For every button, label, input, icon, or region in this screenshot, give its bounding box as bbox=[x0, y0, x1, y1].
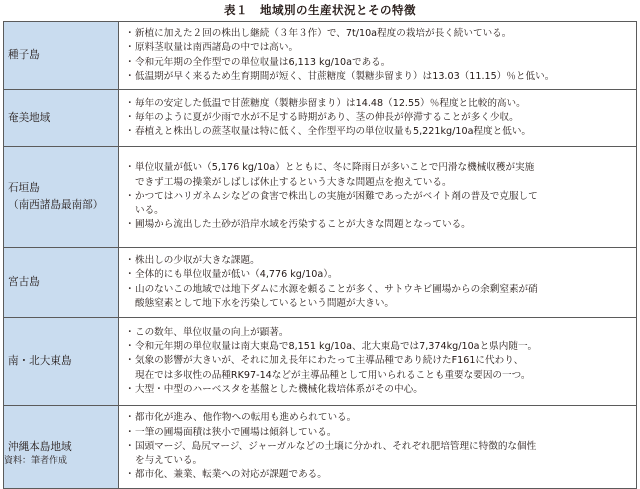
bullet-item bbox=[125, 41, 633, 55]
bullet-mark: ・ bbox=[125, 42, 135, 54]
region-name: 南・北大東島 bbox=[8, 355, 72, 367]
bullet-item bbox=[125, 125, 633, 139]
region-name: 奄美地域 bbox=[8, 111, 51, 124]
item-text: 株出しの少収が大きな課題。 bbox=[135, 254, 260, 266]
table-body bbox=[4, 22, 637, 489]
table-row bbox=[4, 318, 637, 406]
item-text: 現在では多収性の品種RK97-14などが主導品種として用いられることも重要な要因の一つ。 bbox=[135, 369, 531, 381]
region-name: （南西諸島最南部） bbox=[8, 199, 104, 211]
region-name: 宮古島 bbox=[8, 276, 40, 288]
bullet-mark: ・ bbox=[125, 190, 135, 202]
bullet-mark: ・ bbox=[125, 27, 135, 39]
bullet-mark: ・ bbox=[125, 412, 135, 424]
bullet-item bbox=[125, 27, 633, 41]
bullet-mark: ・ bbox=[125, 440, 135, 452]
bullet-item bbox=[125, 218, 633, 232]
bullet-mark: ・ bbox=[125, 126, 135, 138]
bullet-item bbox=[125, 426, 633, 440]
bullet-mark: ・ bbox=[125, 111, 135, 123]
bullet-item-continuation bbox=[125, 176, 633, 190]
description-cell bbox=[119, 318, 637, 406]
item-text: 低温期が早く来るため生育期間が短く、甘蔗糖度（製糖歩留まり）は13.03（11.15）％と低い。 bbox=[135, 70, 555, 82]
bullet-mark: ・ bbox=[125, 383, 135, 395]
item-text: 令和元年期の単位収量は南大東島で8,151 kg/10a、北大東島では7,374kg/10aと県内随一。 bbox=[135, 341, 538, 353]
bullet-mark: ・ bbox=[125, 269, 135, 281]
bullet-mark: ・ bbox=[125, 469, 135, 481]
table-row bbox=[4, 22, 637, 90]
item-text: 都市化、兼業、転業への対応が課題である。 bbox=[135, 469, 327, 481]
item-text: 新植に加えた２回の株出し継続（３年３作）で、7t/10a程度の栽培が長く続いている。 bbox=[135, 27, 512, 39]
bullet-item bbox=[125, 283, 633, 297]
description-cell bbox=[119, 147, 637, 248]
bullet-mark: ・ bbox=[125, 56, 135, 68]
item-text: 春植えと株出しの蔗茎収量は特に低く、全作型平均の単位収量も5,221kg/10a程度と低い。 bbox=[135, 126, 532, 138]
description-cell bbox=[119, 90, 637, 147]
item-text: を与えている。 bbox=[135, 455, 203, 467]
bullet-item bbox=[125, 354, 633, 368]
item-text: 原料茎収量は南西諸島の中では高い。 bbox=[135, 42, 299, 54]
bullet-item bbox=[125, 383, 633, 397]
bullet-mark: ・ bbox=[125, 283, 135, 295]
table-row bbox=[4, 90, 637, 147]
bullet-item bbox=[125, 326, 633, 340]
region-cell bbox=[4, 248, 119, 318]
region-cell bbox=[4, 318, 119, 406]
item-text: この数年、単位収量の向上が顕著。 bbox=[135, 326, 289, 338]
item-text: 気象の影響が大きいが、それに加え長年にわたって主導品種であり続けたF161に代わり、 bbox=[135, 355, 524, 367]
bullet-mark: ・ bbox=[125, 219, 135, 231]
item-text: 大型・中型のハーベスタを基盤とした機械化栽培体系がその中心。 bbox=[135, 383, 423, 395]
bullet-mark: ・ bbox=[125, 97, 135, 109]
table-row bbox=[4, 147, 637, 248]
region-name: 沖縄本島地域 bbox=[8, 440, 72, 453]
item-text: できず工場の操業がしばしば休止するという大きな問題点を抱えている。 bbox=[135, 176, 452, 188]
region-cell bbox=[4, 147, 119, 248]
item-text: 圃場から流出した土砂が沿岸水域を汚染することが大きな問題となっている。 bbox=[135, 219, 471, 231]
item-text: いる。 bbox=[135, 205, 164, 217]
region-cell bbox=[4, 406, 119, 489]
item-text: 都市化が進み、他作物への転用も進められている。 bbox=[135, 412, 357, 424]
table-row bbox=[4, 406, 637, 489]
bullet-item-continuation bbox=[125, 204, 633, 218]
item-text: 全体的にも単位収量が低い（4,776 kg/10a）。 bbox=[135, 269, 338, 281]
item-text: 国頭マージ、島尻マージ、ジャーガルなどの土壌に分かれ、それぞれ肥培管理に特徴的な個性 bbox=[135, 440, 537, 452]
bullet-mark: ・ bbox=[125, 426, 135, 438]
bullet-item-continuation bbox=[125, 369, 633, 383]
bullet-item-continuation bbox=[125, 297, 633, 311]
item-text: 単位収量が低い（5,176 kg/10a）とともに、冬に降雨日が多いことで円滑な機械収穫が実施 bbox=[135, 162, 535, 174]
bullet-mark: ・ bbox=[125, 254, 135, 266]
table-row bbox=[4, 248, 637, 318]
bullet-item bbox=[125, 111, 633, 125]
description-cell bbox=[119, 248, 637, 318]
item-text: 令和元年期の全作型での単位収量は6,113 kg/10aである。 bbox=[135, 56, 391, 68]
item-text: かつてはハリガネムシなどの食害で株出しの実施が困難であったがベイト剤の普及で克服して bbox=[135, 190, 538, 202]
bullet-item bbox=[125, 190, 633, 204]
production-table bbox=[3, 21, 637, 489]
bullet-item-continuation bbox=[125, 454, 633, 468]
bullet-item bbox=[125, 440, 633, 454]
bullet-item bbox=[125, 97, 633, 111]
region-cell bbox=[4, 22, 119, 90]
bullet-item bbox=[125, 70, 633, 84]
description-cell bbox=[119, 406, 637, 489]
item-text: 毎年の安定した低温で甘蔗糖度（製糖歩留まり）は14.48（12.55）％程度と比較的高い。 bbox=[135, 97, 526, 109]
bullet-item bbox=[125, 56, 633, 70]
table-title: 表１ 地域別の生産状況とその特徴 bbox=[224, 3, 416, 17]
description-cell bbox=[119, 22, 637, 90]
bullet-mark: ・ bbox=[125, 355, 135, 367]
bullet-mark: ・ bbox=[125, 162, 135, 174]
source-note: 資料：筆者作成 bbox=[4, 456, 68, 466]
item-text: 酸態窒素として地下水を汚染しているという問題が大きい。 bbox=[135, 297, 395, 309]
region-cell bbox=[4, 90, 119, 147]
item-text: 山のないこの地域では地下ダムに水源を頼ることが多く、サトウキビ圃場からの余剰窒素が硝 bbox=[135, 283, 538, 295]
item-text: 毎年のように夏が少雨で水が不足する時期があり、茎の伸長が停滞することが多く少収。 bbox=[135, 111, 519, 123]
bullet-item bbox=[125, 268, 633, 282]
region-name: 石垣島 bbox=[8, 182, 40, 194]
bullet-item bbox=[125, 411, 633, 425]
bullet-mark: ・ bbox=[125, 326, 135, 338]
bullet-item bbox=[125, 468, 633, 482]
item-text: 一筆の圃場面積は狭小で圃場は傾斜している。 bbox=[135, 426, 337, 438]
bullet-item bbox=[125, 161, 633, 175]
bullet-mark: ・ bbox=[125, 70, 135, 82]
bullet-item bbox=[125, 254, 633, 268]
bullet-item bbox=[125, 340, 633, 354]
region-name: 種子島 bbox=[8, 49, 40, 61]
bullet-mark: ・ bbox=[125, 341, 135, 353]
